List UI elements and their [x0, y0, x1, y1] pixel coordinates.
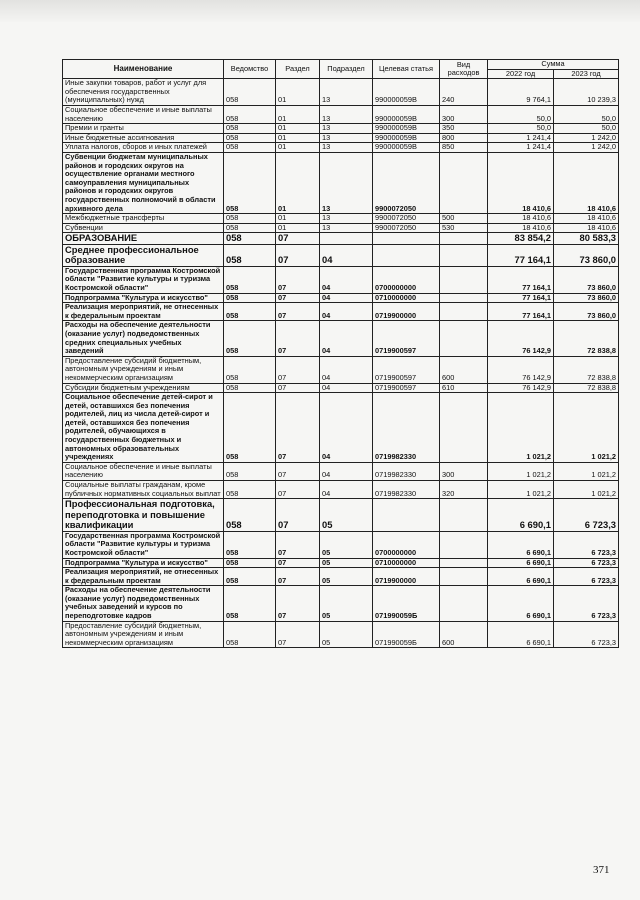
row-razdel: 07: [276, 499, 320, 532]
row-celevaya: 9900072050: [373, 223, 440, 233]
row-razdel: 07: [276, 558, 320, 568]
row-name: Подпрограмма "Культура и искусство": [63, 293, 224, 303]
table-row: [63, 499, 619, 532]
row-vedomstvo: 058: [224, 79, 276, 106]
row-name: Иные бюджетные ассигнования: [63, 133, 224, 143]
table-row: [63, 124, 619, 134]
row-vedomstvo: 058: [224, 531, 276, 558]
row-vedomstvo: 058: [224, 233, 276, 245]
row-celevaya: 990000059В: [373, 105, 440, 123]
row-razdel: 07: [276, 393, 320, 463]
row-name: Среднее профессиональное образование: [63, 244, 224, 266]
table-row: [63, 621, 619, 648]
row-name: Социальные выплаты гражданам, кроме публичных нормативных социальных выплат: [63, 481, 224, 499]
row-celevaya: 0700000000: [373, 266, 440, 293]
row-vedomstvo: 058: [224, 558, 276, 568]
row-vid: 300: [440, 105, 488, 123]
row-celevaya: 990000059В: [373, 124, 440, 134]
row-razdel: 07: [276, 531, 320, 558]
row-2023: 1 242,0: [554, 143, 619, 153]
row-2023: 73 860,0: [554, 303, 619, 321]
row-vid: [440, 303, 488, 321]
header-vid: Вид расходов: [440, 60, 488, 79]
row-2023: 72 838,8: [554, 356, 619, 383]
row-name: Расходы на обеспечение деятельности (оказание услуг) подведомственных средних специальных учебных заведений: [63, 321, 224, 356]
row-vid: 800: [440, 133, 488, 143]
row-2022: 1 241,4: [488, 133, 554, 143]
row-vid: [440, 558, 488, 568]
row-vedomstvo: 058: [224, 133, 276, 143]
row-razdel: 07: [276, 321, 320, 356]
row-name: Субвенции: [63, 223, 224, 233]
row-name: Государственная программа Костромской области "Развитие культуры и туризма Костромской области": [63, 266, 224, 293]
row-celevaya: 0710000000: [373, 293, 440, 303]
row-podrazdel: 04: [320, 481, 373, 499]
row-name: Государственная программа Костромской области "Развитие культуры и туризма Костромской области": [63, 531, 224, 558]
table-row: [63, 558, 619, 568]
row-celevaya: 990000059В: [373, 143, 440, 153]
table-row: [63, 233, 619, 245]
table-row: [63, 383, 619, 393]
row-podrazdel: 13: [320, 133, 373, 143]
row-name: Межбюджетные трансферты: [63, 214, 224, 224]
row-celevaya: 0719982330: [373, 393, 440, 463]
row-podrazdel: 13: [320, 105, 373, 123]
table-row: [63, 79, 619, 106]
row-2023: 6 723,3: [554, 558, 619, 568]
row-2023: 6 723,3: [554, 586, 619, 621]
row-podrazdel: 04: [320, 393, 373, 463]
row-2023: 72 838,8: [554, 383, 619, 393]
row-name: Субсидии бюджетным учреждениям: [63, 383, 224, 393]
row-vid: [440, 266, 488, 293]
row-2022: 6 690,1: [488, 531, 554, 558]
row-2022: 18 410,6: [488, 223, 554, 233]
header-podrazdel: Подраздел: [320, 60, 373, 79]
row-2022: 1 021,2: [488, 462, 554, 480]
row-vedomstvo: 058: [224, 293, 276, 303]
table-row: [63, 531, 619, 558]
row-podrazdel: 04: [320, 383, 373, 393]
row-2023: 6 723,3: [554, 531, 619, 558]
row-vid: 610: [440, 383, 488, 393]
row-2022: 6 690,1: [488, 558, 554, 568]
row-vedomstvo: 058: [224, 244, 276, 266]
row-2022: 83 854,2: [488, 233, 554, 245]
row-celevaya: 071990059Б: [373, 586, 440, 621]
row-celevaya: 0719900597: [373, 321, 440, 356]
row-name: Профессиональная подготовка, переподготовка и повышение квалификации: [63, 499, 224, 532]
row-podrazdel: 04: [320, 356, 373, 383]
row-vedomstvo: 058: [224, 266, 276, 293]
table-row: [63, 586, 619, 621]
row-celevaya: [373, 233, 440, 245]
row-podrazdel: 05: [320, 558, 373, 568]
row-2022: 6 690,1: [488, 586, 554, 621]
table-header: [63, 60, 619, 79]
row-2022: 50,0: [488, 124, 554, 134]
row-podrazdel: 13: [320, 79, 373, 106]
row-razdel: 07: [276, 266, 320, 293]
row-2022: 77 164,1: [488, 293, 554, 303]
row-name: ОБРАЗОВАНИЕ: [63, 233, 224, 245]
row-vedomstvo: 058: [224, 568, 276, 586]
row-2023: 18 410,6: [554, 214, 619, 224]
row-razdel: 07: [276, 481, 320, 499]
row-podrazdel: 04: [320, 293, 373, 303]
row-vid: [440, 586, 488, 621]
row-razdel: 01: [276, 105, 320, 123]
row-2023: 73 860,0: [554, 266, 619, 293]
row-name: Субвенции бюджетам муниципальных районов и городских округов на осуществление органами местного самоуправления муниципальных районов и городских округов государственных полномочий в области архивного дела: [63, 152, 224, 213]
table-row: [63, 223, 619, 233]
row-razdel: 01: [276, 152, 320, 213]
row-razdel: 01: [276, 124, 320, 134]
scan-edge: [0, 0, 640, 22]
row-2023: 50,0: [554, 105, 619, 123]
header-vedomstvo: Ведомство: [224, 60, 276, 79]
header-celevaya: Целевая статья: [373, 60, 440, 79]
row-razdel: 07: [276, 244, 320, 266]
table-row: [63, 462, 619, 480]
row-celevaya: 0719900000: [373, 568, 440, 586]
budget-table: [62, 59, 619, 648]
row-celevaya: [373, 499, 440, 532]
row-razdel: 01: [276, 133, 320, 143]
row-vid: 600: [440, 621, 488, 648]
row-celevaya: 990000059В: [373, 133, 440, 143]
row-name: Социальное обеспечение и иные выплаты населению: [63, 105, 224, 123]
row-name: Реализация мероприятий, не отнесенных к федеральным проектам: [63, 568, 224, 586]
header-2023: 2023 год: [554, 69, 619, 79]
row-podrazdel: 13: [320, 152, 373, 213]
row-razdel: 07: [276, 586, 320, 621]
row-vid: 500: [440, 214, 488, 224]
header-summa: Сумма: [488, 60, 619, 70]
row-name: Премии и гранты: [63, 124, 224, 134]
row-vedomstvo: 058: [224, 223, 276, 233]
row-podrazdel: 13: [320, 223, 373, 233]
row-razdel: 01: [276, 143, 320, 153]
row-vid: 300: [440, 462, 488, 480]
row-celevaya: 0719900597: [373, 356, 440, 383]
row-vedomstvo: 058: [224, 303, 276, 321]
row-podrazdel: 05: [320, 531, 373, 558]
row-vedomstvo: 058: [224, 393, 276, 463]
row-vedomstvo: 058: [224, 481, 276, 499]
header-razdel: Раздел: [276, 60, 320, 79]
header-2022: 2022 год: [488, 69, 554, 79]
row-vedomstvo: 058: [224, 356, 276, 383]
row-name: Социальное обеспечение детей-сирот и детей, оставшихся без попечения родителей, лиц из числа детей-сирот и детей, оставшихся без попечения родителей, обучающихся в государственных бюджетных и автономных образовательных учреждениях: [63, 393, 224, 463]
row-vedomstvo: 058: [224, 105, 276, 123]
row-2022: 77 164,1: [488, 244, 554, 266]
row-podrazdel: 05: [320, 621, 373, 648]
table-row: [63, 293, 619, 303]
row-vedomstvo: 058: [224, 586, 276, 621]
row-razdel: 07: [276, 621, 320, 648]
row-razdel: 07: [276, 462, 320, 480]
row-razdel: 07: [276, 568, 320, 586]
row-vid: 530: [440, 223, 488, 233]
row-2022: 76 142,9: [488, 321, 554, 356]
row-2022: 50,0: [488, 105, 554, 123]
row-podrazdel: 04: [320, 244, 373, 266]
table-row: [63, 568, 619, 586]
row-podrazdel: 05: [320, 568, 373, 586]
row-name: Уплата налогов, сборов и иных платежей: [63, 143, 224, 153]
row-2023: 6 723,3: [554, 499, 619, 532]
row-2023: 1 021,2: [554, 462, 619, 480]
row-vid: [440, 531, 488, 558]
row-vedomstvo: 058: [224, 462, 276, 480]
row-celevaya: 0700000000: [373, 531, 440, 558]
row-2022: 77 164,1: [488, 303, 554, 321]
table-row: [63, 143, 619, 153]
row-vid: 320: [440, 481, 488, 499]
table-row: [63, 393, 619, 463]
row-2023: 10 239,3: [554, 79, 619, 106]
row-celevaya: 9900072050: [373, 214, 440, 224]
row-2022: 9 764,1: [488, 79, 554, 106]
row-2022: 1 241,4: [488, 143, 554, 153]
row-vedomstvo: 058: [224, 214, 276, 224]
row-name: Предоставление субсидий бюджетным, автономным учреждениям и иным некоммерческим организациям: [63, 356, 224, 383]
row-razdel: 07: [276, 233, 320, 245]
row-podrazdel: 13: [320, 143, 373, 153]
row-podrazdel: 05: [320, 499, 373, 532]
row-vid: [440, 244, 488, 266]
table-row: [63, 152, 619, 213]
table-row: [63, 481, 619, 499]
row-2022: 1 021,2: [488, 481, 554, 499]
row-name: Предоставление субсидий бюджетным, автономным учреждениям и иным некоммерческим организациям: [63, 621, 224, 648]
row-podrazdel: 04: [320, 266, 373, 293]
row-vedomstvo: 058: [224, 143, 276, 153]
row-razdel: 07: [276, 383, 320, 393]
row-celevaya: 0719982330: [373, 481, 440, 499]
row-vedomstvo: 058: [224, 124, 276, 134]
row-2023: 50,0: [554, 124, 619, 134]
row-podrazdel: [320, 233, 373, 245]
table-row: [63, 244, 619, 266]
table-row: [63, 303, 619, 321]
row-razdel: 07: [276, 356, 320, 383]
row-celevaya: 0719982330: [373, 462, 440, 480]
row-2023: 72 838,8: [554, 321, 619, 356]
row-2022: 76 142,9: [488, 356, 554, 383]
row-2023: 18 410,6: [554, 223, 619, 233]
row-2023: 6 723,3: [554, 568, 619, 586]
row-vid: [440, 233, 488, 245]
row-podrazdel: 04: [320, 303, 373, 321]
row-vedomstvo: 058: [224, 321, 276, 356]
row-2022: 6 690,1: [488, 568, 554, 586]
row-vid: [440, 393, 488, 463]
row-2022: 18 410,6: [488, 152, 554, 213]
row-vid: [440, 499, 488, 532]
page-number: 371: [593, 864, 610, 876]
row-celevaya: [373, 244, 440, 266]
row-2023: 6 723,3: [554, 621, 619, 648]
row-podrazdel: 04: [320, 462, 373, 480]
row-podrazdel: 13: [320, 124, 373, 134]
row-name: Расходы на обеспечение деятельности (оказание услуг) подведомственных учебных заведений и курсов по переподготовке кадров: [63, 586, 224, 621]
row-2022: 18 410,6: [488, 214, 554, 224]
table-row: [63, 105, 619, 123]
row-celevaya: 0719900597: [373, 383, 440, 393]
row-vedomstvo: 058: [224, 152, 276, 213]
row-2022: 76 142,9: [488, 383, 554, 393]
row-2023: 73 860,0: [554, 293, 619, 303]
row-razdel: 01: [276, 79, 320, 106]
table-body: [63, 79, 619, 648]
row-razdel: 07: [276, 303, 320, 321]
row-razdel: 07: [276, 293, 320, 303]
row-2023: 73 860,0: [554, 244, 619, 266]
row-podrazdel: 13: [320, 214, 373, 224]
row-celevaya: 9900072050: [373, 152, 440, 213]
row-vid: 600: [440, 356, 488, 383]
row-vid: [440, 321, 488, 356]
table-row: [63, 214, 619, 224]
row-2023: 1 021,2: [554, 481, 619, 499]
row-name: Подпрограмма "Культура и искусство": [63, 558, 224, 568]
row-razdel: 01: [276, 214, 320, 224]
row-vedomstvo: 058: [224, 621, 276, 648]
row-2022: 6 690,1: [488, 499, 554, 532]
row-razdel: 01: [276, 223, 320, 233]
row-2023: 1 242,0: [554, 133, 619, 143]
row-2022: 6 690,1: [488, 621, 554, 648]
row-celevaya: 0719900000: [373, 303, 440, 321]
row-vid: 850: [440, 143, 488, 153]
row-vid: [440, 568, 488, 586]
row-vid: 240: [440, 79, 488, 106]
row-vid: 350: [440, 124, 488, 134]
row-podrazdel: 04: [320, 321, 373, 356]
row-celevaya: 990000059В: [373, 79, 440, 106]
row-2023: 80 583,3: [554, 233, 619, 245]
row-2022: 1 021,2: [488, 393, 554, 463]
row-celevaya: 0710000000: [373, 558, 440, 568]
header-name: Наименование: [63, 60, 224, 79]
row-name: Социальное обеспечение и иные выплаты населению: [63, 462, 224, 480]
row-celevaya: 071990059Б: [373, 621, 440, 648]
row-2022: 77 164,1: [488, 266, 554, 293]
row-podrazdel: 05: [320, 586, 373, 621]
table-row: [63, 356, 619, 383]
table-row: [63, 266, 619, 293]
table-row: [63, 133, 619, 143]
row-name: Иные закупки товаров, работ и услуг для обеспечения государственных (муниципальных) нужд: [63, 79, 224, 106]
row-vedomstvo: 058: [224, 383, 276, 393]
row-2023: 1 021,2: [554, 393, 619, 463]
table-row: [63, 321, 619, 356]
row-name: Реализация мероприятий, не отнесенных к федеральным проектам: [63, 303, 224, 321]
row-2023: 18 410,6: [554, 152, 619, 213]
row-vid: [440, 152, 488, 213]
row-vedomstvo: 058: [224, 499, 276, 532]
row-vid: [440, 293, 488, 303]
